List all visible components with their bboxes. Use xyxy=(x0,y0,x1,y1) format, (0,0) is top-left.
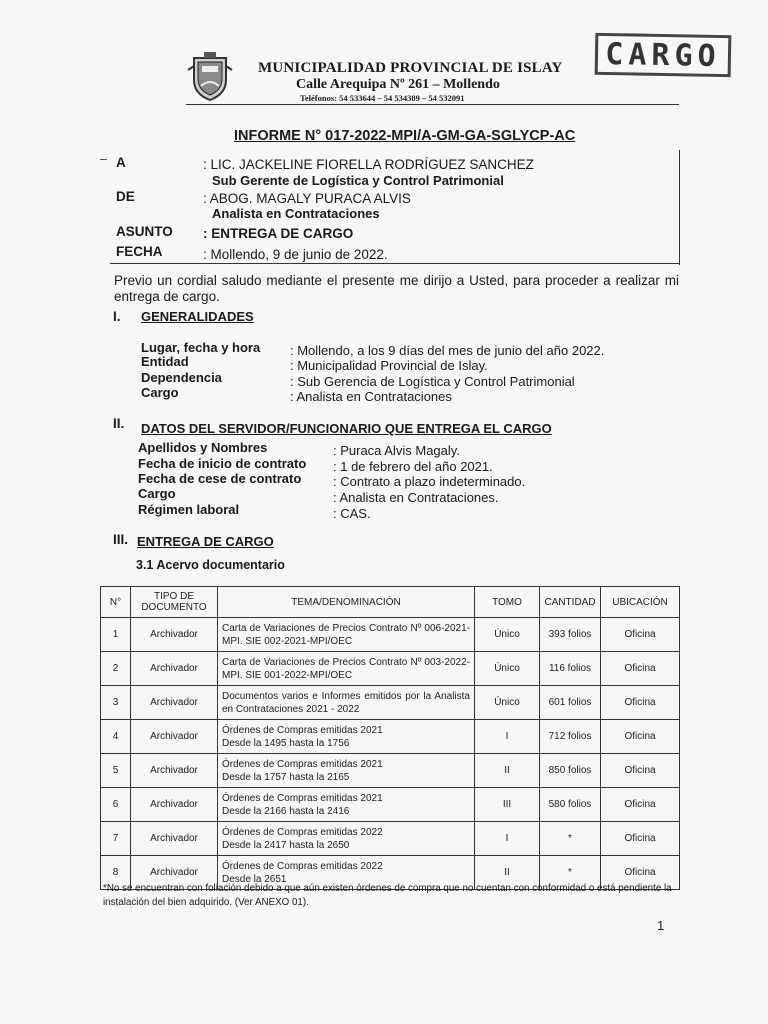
topic-cell xyxy=(218,618,475,652)
topic-line: Documentos varios e Informes emitidos por la Analista en Contrataciones 2021 - 2022 xyxy=(222,690,470,715)
field-value: : Puraca Alvis Magaly. xyxy=(333,443,460,458)
volume-cell: I xyxy=(475,822,540,856)
cargo-stamp-text: CARGO xyxy=(605,36,721,74)
intro-paragraph: Previo un cordial saludo mediante el presente me dirijo a Usted, para proceder a realizar mi entrega de cargo. xyxy=(114,273,679,304)
row-number-cell: 3 xyxy=(101,686,131,720)
volume-cell: II xyxy=(475,754,540,788)
field-value: : CAS. xyxy=(333,506,371,521)
quantity-cell: 580 folios xyxy=(540,788,601,822)
from-label: DE xyxy=(116,189,135,204)
field-label: Entidad xyxy=(141,354,189,369)
date-value: : Mollendo, 9 de junio de 2022. xyxy=(203,247,388,262)
row-number-cell: 2 xyxy=(101,652,131,686)
quantity-cell: * xyxy=(540,822,601,856)
field-value: : Sub Gerencia de Logística y Control Patrimonial xyxy=(290,374,575,389)
location-cell: Oficina xyxy=(601,788,680,822)
row-number-cell: 8 xyxy=(101,856,131,890)
subject-value: : ENTREGA DE CARGO xyxy=(203,226,354,241)
column-header: TEMA/DENOMINACIÓN xyxy=(218,587,475,618)
date-label: FECHA xyxy=(116,244,163,259)
table-body xyxy=(101,618,680,890)
section-3-title: ENTREGA DE CARGO xyxy=(137,534,274,549)
municipality-phones: Teléfonos: 54 533644 – 54 534389 – 54 532091 xyxy=(300,93,465,103)
topic-range-line: Desde la 1495 hasta la 1756 xyxy=(222,737,350,749)
table-row xyxy=(101,788,680,822)
municipality-address: Calle Arequipa Nº 261 – Mollendo xyxy=(296,77,500,92)
column-header: CANTIDAD xyxy=(540,587,601,618)
location-cell: Oficina xyxy=(601,822,680,856)
field-label: Cargo xyxy=(138,486,176,501)
column-header: UBICACIÓN xyxy=(601,587,680,618)
memo-header-side-rule xyxy=(679,150,680,265)
section-1-title: GENERALIDADES xyxy=(141,309,254,324)
topic-line: Órdenes de Compras emitidas 2022 xyxy=(222,860,383,872)
field-value: : Analista en Contrataciones xyxy=(290,389,452,404)
document-type-cell: Archivador xyxy=(131,788,218,822)
topic-range-line: Desde la 2417 hasta la 2650 xyxy=(222,839,350,851)
section-3-number: III. xyxy=(113,532,129,547)
field-value: : Contrato a plazo indeterminado. xyxy=(333,474,526,489)
table-row xyxy=(101,754,680,788)
field-value: : Mollendo, a los 9 días del mes de junio del año 2022. xyxy=(290,343,605,358)
location-cell: Oficina xyxy=(601,856,680,890)
table-row xyxy=(101,686,680,720)
document-type-cell: Archivador xyxy=(131,822,218,856)
field-label: Apellidos y Nombres xyxy=(138,440,268,455)
document-type-cell: Archivador xyxy=(131,618,218,652)
quantity-cell: 116 folios xyxy=(540,652,601,686)
municipality-name: MUNICIPALIDAD PROVINCIAL DE ISLAY xyxy=(258,60,563,76)
municipal-coat-of-arms-logo xyxy=(186,52,234,102)
margin-mark xyxy=(100,159,107,160)
memo-header-bottom-rule xyxy=(110,263,680,264)
topic-cell xyxy=(218,720,475,754)
field-value: : 1 de febrero del año 2021. xyxy=(333,459,493,474)
row-number-cell: 7 xyxy=(101,822,131,856)
document-type-cell: Archivador xyxy=(131,652,218,686)
to-label: A xyxy=(116,155,126,170)
document-type-cell: Archivador xyxy=(131,686,218,720)
table-row xyxy=(101,822,680,856)
table-header-row xyxy=(101,587,680,618)
table-row xyxy=(101,618,680,652)
footnote: *No se encuentran con foliación debido a que aún existen órdenes de compra que no cuentan con conformidad o está pendiente la instalación del bien adquirido. (Ver ANEXO 01). xyxy=(103,883,672,908)
field-label: Lugar, fecha y hora xyxy=(141,340,261,355)
quantity-cell: 393 folios xyxy=(540,618,601,652)
document-type-cell: Archivador xyxy=(131,754,218,788)
location-cell: Oficina xyxy=(601,720,680,754)
field-label: Cargo xyxy=(141,385,179,400)
row-number-cell: 1 xyxy=(101,618,131,652)
location-cell: Oficina xyxy=(601,686,680,720)
topic-range-line: Desde la 1757 hasta la 2165 xyxy=(222,771,350,783)
section-2-title: DATOS DEL SERVIDOR/FUNCIONARIO QUE ENTREGA EL CARGO xyxy=(141,421,552,436)
row-number-cell: 6 xyxy=(101,788,131,822)
cargo-stamp xyxy=(595,33,732,77)
subsection-title: 3.1 Acervo documentario xyxy=(136,558,285,572)
to-value: : LIC. JACKELINE FIORELLA RODRÍGUEZ SANCHEZ xyxy=(203,157,534,172)
location-cell: Oficina xyxy=(601,754,680,788)
subject-label: ASUNTO xyxy=(116,224,173,239)
quantity-cell: * xyxy=(540,856,601,890)
quantity-cell: 712 folios xyxy=(540,720,601,754)
volume-cell: I xyxy=(475,720,540,754)
topic-range-line: Desde la 2166 hasta la 2416 xyxy=(222,805,350,817)
topic-line: Órdenes de Compras emitidas 2021 xyxy=(222,758,383,770)
column-header: TOMO xyxy=(475,587,540,618)
topic-line: Órdenes de Compras emitidas 2021 xyxy=(222,792,383,804)
topic-cell xyxy=(218,822,475,856)
from-role: Analista en Contrataciones xyxy=(212,206,380,221)
from-value: : ABOG. MAGALY PURACA ALVIS xyxy=(203,191,411,206)
volume-cell: Único xyxy=(475,652,540,686)
field-label: Régimen laboral xyxy=(138,502,240,517)
location-cell: Oficina xyxy=(601,652,680,686)
field-label: Fecha de inicio de contrato xyxy=(138,456,307,471)
volume-cell: Único xyxy=(475,686,540,720)
volume-cell: III xyxy=(475,788,540,822)
topic-line: Órdenes de Compras emitidas 2021 xyxy=(222,724,383,736)
quantity-cell: 601 folios xyxy=(540,686,601,720)
column-header: N° xyxy=(101,587,131,618)
field-label: Dependencia xyxy=(141,370,222,385)
topic-cell xyxy=(218,754,475,788)
page-number: 1 xyxy=(657,918,665,933)
column-header: TIPO DE DOCUMENTO xyxy=(131,587,218,618)
table-row xyxy=(101,720,680,754)
volume-cell: Único xyxy=(475,618,540,652)
topic-line: Carta de Variaciones de Precios Contrato Nº 006-2021-MPI. SIE 002-2021-MPI/OEC xyxy=(222,622,470,647)
field-value: : Analista en Contrataciones. xyxy=(333,490,499,505)
report-title: INFORME N° 017-2022-MPI/A-GM-GA-SGLYCP-AC xyxy=(234,128,576,144)
topic-line: Órdenes de Compras emitidas 2022 xyxy=(222,826,383,838)
row-number-cell: 5 xyxy=(101,754,131,788)
topic-line: Carta de Variaciones de Precios Contrato Nº 003-2022-MPI. SIE 001-2022-MPI/OEC xyxy=(222,656,470,681)
quantity-cell: 850 folios xyxy=(540,754,601,788)
location-cell: Oficina xyxy=(601,618,680,652)
document-type-cell: Archivador xyxy=(131,856,218,890)
topic-cell xyxy=(218,686,475,720)
field-value: : Municipalidad Provincial de Islay. xyxy=(290,358,488,373)
table-row xyxy=(101,652,680,686)
documents-table xyxy=(100,586,680,890)
topic-cell xyxy=(218,652,475,686)
to-role: Sub Gerente de Logística y Control Patrimonial xyxy=(212,173,504,188)
document-type-cell: Archivador xyxy=(131,720,218,754)
topic-range-line: Desde la 2651 xyxy=(222,873,287,885)
volume-cell: II xyxy=(475,856,540,890)
topic-cell xyxy=(218,788,475,822)
row-number-cell: 4 xyxy=(101,720,131,754)
header-divider xyxy=(186,104,679,105)
section-2-number: II. xyxy=(113,416,125,431)
field-label: Fecha de cese de contrato xyxy=(138,471,302,486)
section-1-number: I. xyxy=(113,309,121,324)
